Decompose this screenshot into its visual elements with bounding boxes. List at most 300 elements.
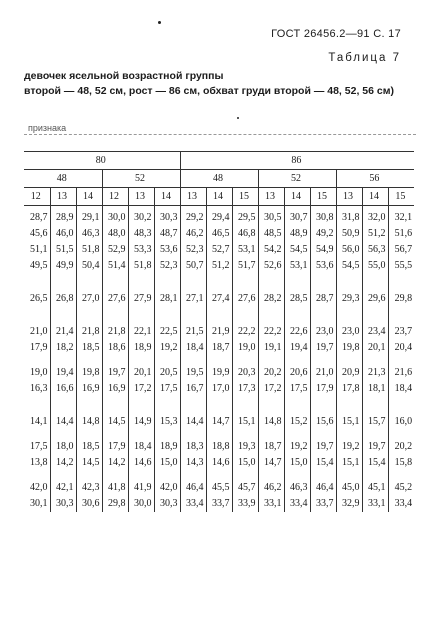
table-row — [24, 210, 414, 226]
table-cell: 33,1 — [258, 496, 284, 512]
spacer-cell — [76, 356, 102, 365]
table-cell: 15,1 — [232, 414, 258, 430]
spacer-cell — [336, 397, 362, 414]
spacer-cell — [180, 356, 206, 365]
table-cell: 15,3 — [154, 414, 180, 430]
row-spacer — [24, 430, 414, 439]
table-cell: 16,9 — [76, 381, 102, 397]
table-cell: 26,5 — [24, 291, 50, 307]
table-cell: 52,6 — [258, 258, 284, 274]
spacer-cell — [388, 471, 414, 480]
table-cell: 30,5 — [258, 210, 284, 226]
spacer-cell — [388, 307, 414, 324]
spacer-cell — [76, 430, 102, 439]
table-cell: 46,2 — [180, 226, 206, 242]
table-cell: 42,1 — [50, 480, 76, 496]
spacer-cell — [284, 430, 310, 439]
table-cell: 21,8 — [76, 324, 102, 340]
divider — [24, 134, 416, 135]
spacer-cell — [310, 471, 336, 480]
table-cell: 18,3 — [180, 439, 206, 455]
spacer-cell — [284, 471, 310, 480]
table-cell: 51,8 — [128, 258, 154, 274]
table-cell: 30,2 — [128, 210, 154, 226]
table-cell: 14,8 — [76, 414, 102, 430]
table-cell: 14,2 — [50, 455, 76, 471]
table-cell: 56,7 — [388, 242, 414, 258]
spacer-cell — [310, 274, 336, 291]
table-cell: 15,7 — [362, 414, 388, 430]
table-cell: 33,4 — [180, 496, 206, 512]
table-label: Таблица 7 — [328, 52, 401, 64]
spacer-cell — [284, 397, 310, 414]
table-cell: 53,3 — [128, 242, 154, 258]
table-cell: 48,9 — [284, 226, 310, 242]
spacer-cell — [50, 356, 76, 365]
table-cell: 21,0 — [310, 365, 336, 381]
table-cell: 17,5 — [154, 381, 180, 397]
table-cell: 30,3 — [50, 496, 76, 512]
table-cell: 15,4 — [362, 455, 388, 471]
table-cell: 56,3 — [362, 242, 388, 258]
table-cell: 51,2 — [206, 258, 232, 274]
table-cell: 23,0 — [336, 324, 362, 340]
table-cell: 17,0 — [206, 381, 232, 397]
table-cell: 20,1 — [128, 365, 154, 381]
table-cell: 30,1 — [24, 496, 50, 512]
table-cell: 14,6 — [206, 455, 232, 471]
table-cell: 27,4 — [206, 291, 232, 307]
spacer-cell — [128, 397, 154, 414]
spacer-cell — [232, 274, 258, 291]
table-cell: 15,0 — [284, 455, 310, 471]
spacer-cell — [76, 307, 102, 324]
spacer-cell — [128, 430, 154, 439]
chest-header-row — [24, 170, 414, 188]
spacer-cell — [206, 471, 232, 480]
table-cell: 33,7 — [206, 496, 232, 512]
spacer-cell — [102, 471, 128, 480]
table-cell: 45,2 — [388, 480, 414, 496]
table-cell: 49,9 — [50, 258, 76, 274]
table-cell: 20,1 — [362, 340, 388, 356]
table-cell: 49,5 — [24, 258, 50, 274]
table-cell: 30,8 — [310, 210, 336, 226]
table-cell: 45,6 — [24, 226, 50, 242]
table-cell: 46,4 — [310, 480, 336, 496]
table-cell: 27,0 — [76, 291, 102, 307]
table-cell: 17,2 — [258, 381, 284, 397]
table-cell: 42,0 — [154, 480, 180, 496]
table-cell: 19,5 — [180, 365, 206, 381]
spacer-cell — [284, 356, 310, 365]
table-cell: 49,2 — [310, 226, 336, 242]
table-cell: 21,9 — [206, 324, 232, 340]
table-cell: 52,9 — [102, 242, 128, 258]
table-cell: 20,3 — [232, 365, 258, 381]
table-cell: 14,8 — [258, 414, 284, 430]
table-cell: 19,2 — [336, 439, 362, 455]
spacer-cell — [128, 356, 154, 365]
table-cell: 46,3 — [284, 480, 310, 496]
spacer-cell — [24, 356, 50, 365]
table-cell: 23,7 — [388, 324, 414, 340]
table-cell: 21,5 — [180, 324, 206, 340]
table-cell: 20,2 — [258, 365, 284, 381]
table-cell: 29,3 — [336, 291, 362, 307]
table-cell: 45,1 — [362, 480, 388, 496]
table-cell: 15,1 — [336, 455, 362, 471]
age-header: 15 — [232, 188, 258, 206]
table-cell: 29,6 — [362, 291, 388, 307]
spacer-cell — [102, 356, 128, 365]
table-cell: 15,6 — [310, 414, 336, 430]
table-cell: 19,4 — [284, 340, 310, 356]
table-cell: 21,3 — [362, 365, 388, 381]
table-cell: 52,7 — [206, 242, 232, 258]
table-cell: 18,5 — [76, 439, 102, 455]
table-row — [24, 381, 414, 397]
table-cell: 21,4 — [50, 324, 76, 340]
spacer-cell — [232, 307, 258, 324]
table-cell: 28,2 — [258, 291, 284, 307]
table-cell: 14,2 — [102, 455, 128, 471]
spacer-cell — [154, 274, 180, 291]
table-cell: 14,7 — [258, 455, 284, 471]
table-cell: 28,5 — [284, 291, 310, 307]
row-spacer — [24, 356, 414, 365]
table-cell: 42,3 — [76, 480, 102, 496]
table-cell: 17,5 — [24, 439, 50, 455]
column-label: признака — [28, 123, 67, 133]
spacer-cell — [232, 397, 258, 414]
spacer-cell — [24, 397, 50, 414]
table-cell: 54,5 — [284, 242, 310, 258]
table-cell: 51,2 — [362, 226, 388, 242]
table-cell: 18,6 — [102, 340, 128, 356]
spacer-cell — [50, 307, 76, 324]
table-cell: 18,5 — [76, 340, 102, 356]
spacer-cell — [154, 471, 180, 480]
spacer-cell — [180, 307, 206, 324]
age-header: 15 — [388, 188, 414, 206]
table-cell: 18,8 — [206, 439, 232, 455]
row-spacer — [24, 274, 414, 291]
spacer-cell — [206, 397, 232, 414]
table-row — [24, 242, 414, 258]
table-row — [24, 414, 414, 430]
table-cell: 50,9 — [336, 226, 362, 242]
table-cell: 17,9 — [24, 340, 50, 356]
spacer-cell — [362, 471, 388, 480]
table-cell: 54,9 — [310, 242, 336, 258]
table-cell: 18,4 — [388, 381, 414, 397]
table-cell: 33,1 — [362, 496, 388, 512]
table-cell: 53,1 — [232, 242, 258, 258]
table-row — [24, 365, 414, 381]
table-cell: 30,3 — [154, 210, 180, 226]
table-cell: 33,7 — [310, 496, 336, 512]
spacer-cell — [388, 356, 414, 365]
spacer-cell — [154, 307, 180, 324]
table-cell: 20,2 — [388, 439, 414, 455]
table-cell: 19,1 — [258, 340, 284, 356]
chest-group: 52 — [102, 170, 180, 188]
chest-group: 48 — [180, 170, 258, 188]
table-cell: 19,4 — [50, 365, 76, 381]
spacer-cell — [232, 430, 258, 439]
height-group-80: 80 — [24, 152, 180, 170]
spacer-cell — [180, 274, 206, 291]
spacer-cell — [258, 356, 284, 365]
page-header: ГОСТ 26456.2—91 С. 17 — [271, 28, 401, 40]
age-header: 13 — [258, 188, 284, 206]
table-cell: 55,5 — [388, 258, 414, 274]
table-cell: 28,1 — [154, 291, 180, 307]
table-cell: 20,5 — [154, 365, 180, 381]
spacer-cell — [102, 274, 128, 291]
spacer-cell — [24, 430, 50, 439]
spacer-cell — [362, 397, 388, 414]
table-cell: 23,0 — [310, 324, 336, 340]
table-title-line1: девочек ясельной возрастной группы — [24, 70, 224, 82]
table-cell: 46,5 — [206, 226, 232, 242]
table-cell: 29,1 — [76, 210, 102, 226]
table-cell: 22,1 — [128, 324, 154, 340]
spacer-cell — [154, 356, 180, 365]
table-cell: 15,0 — [232, 455, 258, 471]
table-cell: 29,5 — [232, 210, 258, 226]
age-header: 12 — [102, 188, 128, 206]
table-cell: 17,3 — [232, 381, 258, 397]
table-cell: 17,5 — [284, 381, 310, 397]
age-header: 12 — [24, 188, 50, 206]
spacer-cell — [310, 430, 336, 439]
table-cell: 28,9 — [50, 210, 76, 226]
age-header: 15 — [310, 188, 336, 206]
spacer-cell — [206, 307, 232, 324]
spacer-cell — [232, 471, 258, 480]
table-cell: 55,0 — [362, 258, 388, 274]
table-cell: 16,9 — [102, 381, 128, 397]
table-cell: 46,3 — [76, 226, 102, 242]
chest-group: 48 — [24, 170, 102, 188]
table-cell: 51,5 — [50, 242, 76, 258]
spacer-cell — [206, 430, 232, 439]
spacer-cell — [102, 397, 128, 414]
table-cell: 21,6 — [388, 365, 414, 381]
spacer-cell — [388, 274, 414, 291]
age-header: 13 — [50, 188, 76, 206]
table-cell: 22,6 — [284, 324, 310, 340]
table-body — [24, 206, 414, 513]
table-cell: 42,0 — [24, 480, 50, 496]
spacer-cell — [362, 307, 388, 324]
table-cell: 53,6 — [310, 258, 336, 274]
table-cell: 18,4 — [128, 439, 154, 455]
spacer-cell — [258, 274, 284, 291]
measurements-table — [24, 151, 414, 512]
table-row — [24, 258, 414, 274]
spacer-cell — [24, 274, 50, 291]
table-cell: 19,8 — [336, 340, 362, 356]
table-cell: 22,2 — [232, 324, 258, 340]
table-cell: 46,8 — [232, 226, 258, 242]
spacer-cell — [336, 307, 362, 324]
spacer-cell — [102, 307, 128, 324]
table-cell: 31,8 — [336, 210, 362, 226]
table-cell: 19,0 — [232, 340, 258, 356]
table-cell: 20,9 — [336, 365, 362, 381]
table-cell: 19,7 — [310, 439, 336, 455]
spacer-cell — [128, 274, 154, 291]
table-title-line2: второй — 48, 52 см, рост — 86 см, обхват груди второй — 48, 52, 56 см) — [24, 85, 394, 97]
table-cell: 32,1 — [388, 210, 414, 226]
spacer-cell — [154, 430, 180, 439]
table-row — [24, 291, 414, 307]
table-cell: 27,9 — [128, 291, 154, 307]
ink-speck — [237, 117, 239, 119]
table-row — [24, 480, 414, 496]
table-cell: 51,8 — [76, 242, 102, 258]
table-cell: 54,5 — [336, 258, 362, 274]
table-cell: 51,4 — [102, 258, 128, 274]
spacer-cell — [180, 430, 206, 439]
age-header-row — [24, 188, 414, 206]
row-spacer — [24, 307, 414, 324]
table-cell: 18,2 — [50, 340, 76, 356]
spacer-cell — [206, 274, 232, 291]
spacer-cell — [362, 356, 388, 365]
table-cell: 54,2 — [258, 242, 284, 258]
table-cell: 28,7 — [310, 291, 336, 307]
table-row — [24, 324, 414, 340]
table-cell: 16,7 — [180, 381, 206, 397]
table-cell: 46,2 — [258, 480, 284, 496]
table-cell: 22,5 — [154, 324, 180, 340]
table-cell: 21,0 — [24, 324, 50, 340]
spacer-cell — [76, 397, 102, 414]
age-header: 14 — [362, 188, 388, 206]
spacer-cell — [50, 430, 76, 439]
spacer-cell — [258, 397, 284, 414]
spacer-cell — [388, 430, 414, 439]
spacer-cell — [258, 307, 284, 324]
table-cell: 14,4 — [180, 414, 206, 430]
spacer-cell — [24, 307, 50, 324]
spacer-cell — [76, 274, 102, 291]
table-cell: 14,5 — [76, 455, 102, 471]
table-cell: 20,6 — [284, 365, 310, 381]
table-cell: 16,0 — [388, 414, 414, 430]
table-cell: 18,9 — [128, 340, 154, 356]
table-cell: 18,1 — [362, 381, 388, 397]
table-cell: 50,7 — [180, 258, 206, 274]
table-cell: 17,9 — [310, 381, 336, 397]
table-row — [24, 496, 414, 512]
table-cell: 56,0 — [336, 242, 362, 258]
table-cell: 14,5 — [102, 414, 128, 430]
table-cell: 14,3 — [180, 455, 206, 471]
table-cell: 16,6 — [50, 381, 76, 397]
table-cell: 14,1 — [24, 414, 50, 430]
chest-group: 56 — [336, 170, 414, 188]
spacer-cell — [336, 430, 362, 439]
table-cell: 17,8 — [336, 381, 362, 397]
table-cell: 19,3 — [232, 439, 258, 455]
table-cell: 21,8 — [102, 324, 128, 340]
table-row — [24, 439, 414, 455]
table-cell: 22,2 — [258, 324, 284, 340]
table-cell: 46,0 — [50, 226, 76, 242]
table-cell: 15,2 — [284, 414, 310, 430]
table-cell: 33,4 — [284, 496, 310, 512]
age-header: 13 — [180, 188, 206, 206]
table-cell: 29,4 — [206, 210, 232, 226]
spacer-cell — [50, 274, 76, 291]
age-header: 14 — [76, 188, 102, 206]
table-cell: 14,4 — [50, 414, 76, 430]
table-cell: 14,9 — [128, 414, 154, 430]
table-cell: 33,9 — [232, 496, 258, 512]
table-cell: 51,6 — [388, 226, 414, 242]
spacer-cell — [258, 430, 284, 439]
table-cell: 19,7 — [362, 439, 388, 455]
spacer-cell — [284, 274, 310, 291]
spacer-cell — [336, 471, 362, 480]
spacer-cell — [24, 471, 50, 480]
age-header: 14 — [206, 188, 232, 206]
spacer-cell — [310, 356, 336, 365]
table-cell: 15,4 — [310, 455, 336, 471]
spacer-cell — [128, 471, 154, 480]
table-cell: 13,8 — [24, 455, 50, 471]
table-cell: 19,7 — [310, 340, 336, 356]
table-cell: 18,0 — [50, 439, 76, 455]
age-header: 13 — [128, 188, 154, 206]
table-cell: 19,9 — [206, 365, 232, 381]
table-row — [24, 226, 414, 242]
table-cell: 32,9 — [336, 496, 362, 512]
chest-group: 52 — [258, 170, 336, 188]
row-spacer — [24, 471, 414, 480]
table-cell: 17,2 — [128, 381, 154, 397]
table-cell: 46,4 — [180, 480, 206, 496]
table-row — [24, 340, 414, 356]
table-cell: 27,1 — [180, 291, 206, 307]
spacer-cell — [310, 307, 336, 324]
table-cell: 48,5 — [258, 226, 284, 242]
table-cell: 28,7 — [24, 210, 50, 226]
table-cell: 23,4 — [362, 324, 388, 340]
table-cell: 30,7 — [284, 210, 310, 226]
table-cell: 18,7 — [206, 340, 232, 356]
table-cell: 19,0 — [24, 365, 50, 381]
spacer-cell — [284, 307, 310, 324]
table-cell: 29,8 — [102, 496, 128, 512]
spacer-cell — [180, 397, 206, 414]
table-cell: 18,4 — [180, 340, 206, 356]
table-cell: 15,8 — [388, 455, 414, 471]
spacer-cell — [362, 430, 388, 439]
spacer-cell — [76, 471, 102, 480]
table-cell: 48,0 — [102, 226, 128, 242]
table-cell: 51,7 — [232, 258, 258, 274]
table-cell: 29,2 — [180, 210, 206, 226]
spacer-cell — [388, 397, 414, 414]
table-cell: 18,7 — [258, 439, 284, 455]
table-cell: 14,6 — [128, 455, 154, 471]
